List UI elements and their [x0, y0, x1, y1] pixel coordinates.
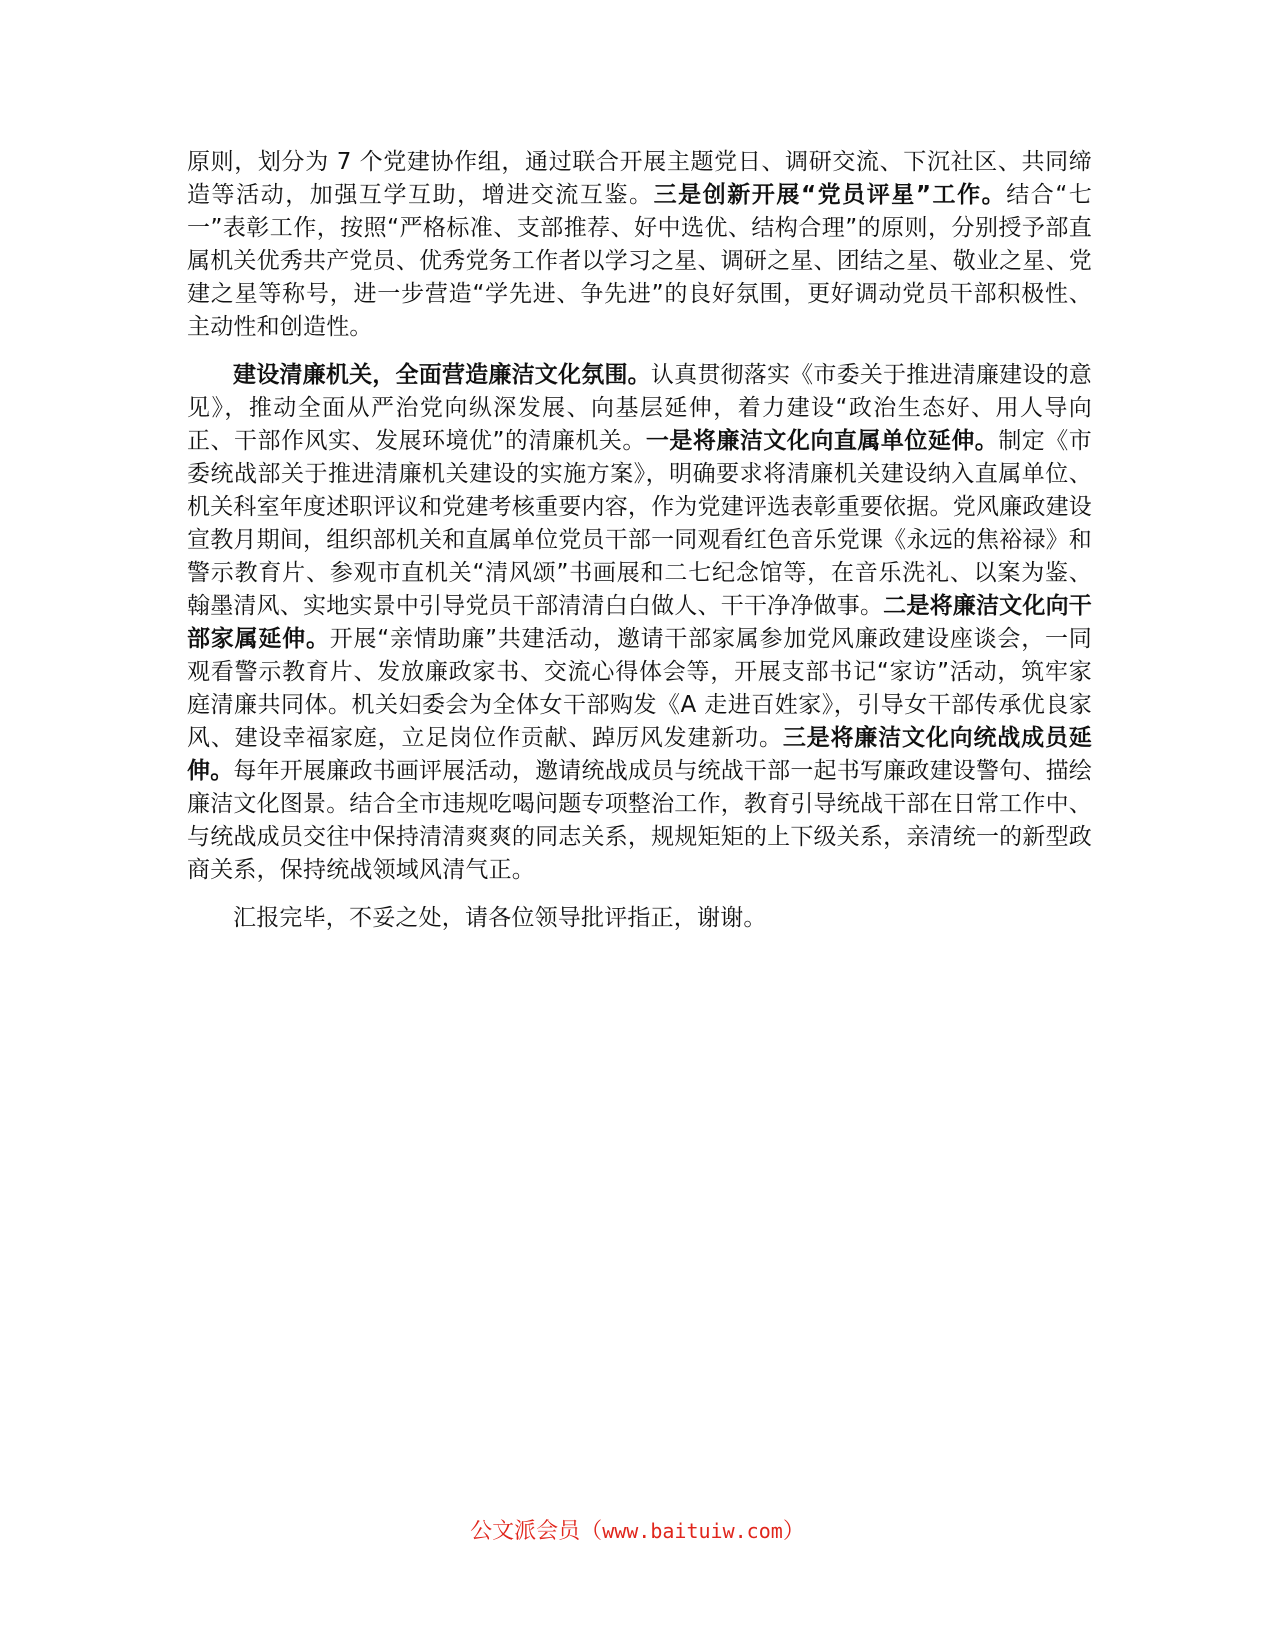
footer-watermark: [0, 1516, 1275, 1547]
footer-close-paren: ）: [782, 1519, 805, 1544]
paragraph-heading-bold: 三是将廉洁文化向统战成员延伸。: [187, 725, 1092, 784]
paragraph-text: 原则，划分为 7 个党建协作组，通过联合开展主题党日、调研交流、下沉社区、共同缔造等活动，加强互学互助，增进交流互鉴。: [187, 149, 1092, 208]
paragraph-heading-bold: 二是将廉洁文化向干部家属延伸。: [187, 593, 1092, 652]
paragraph-text: 开展“亲情助廉”共建活动，邀请干部家属参加党风廉政建设座谈会，一同观看警示教育片、发放廉政家书、交流心得体会等，开展支部书记“家访”活动，筑牢家庭清廉共同体。机关妇委会为全体女干部购发《A 走进百姓家》，引导女干部传承优良家风、建设幸福家庭，立足岗位作贡献、踔厉风发建新功。: [187, 626, 1092, 751]
paragraph-text: 每年开展廉政书画评展活动，邀请统战成员与统战干部一起书写廉政建设警句、描绘廉洁文化图景。结合全市违规吃喝问题专项整治工作，教育引导统战干部在日常工作中、与统战成员交往中保持清清爽爽的同志关系，规规矩矩的上下级关系，亲清统一的新型政商关系，保持统战领域风清气正。: [187, 758, 1092, 883]
footer-url-link[interactable]: www.baituiw.com: [602, 1519, 783, 1543]
footer-open-paren: （: [580, 1519, 603, 1544]
paragraph-text: 汇报完毕，不妥之处，请各位领导批评指正，谢谢。: [233, 905, 767, 931]
paragraph-heading-bold: 三是创新开展“党员评星”工作。: [653, 182, 1007, 208]
paragraph-closing: [187, 902, 1092, 935]
paragraph-text: 认真贯彻落实《市委关于推进清廉建设的意见》，推动全面从严治党向纵深发展、向基层延伸，着力建设“政治生态好、用人导向正、干部作风实、发展环境优”的清廉机关。: [187, 362, 1092, 454]
footer-brand: 公文派会员: [470, 1519, 581, 1544]
paragraph-clean-government: [187, 359, 1092, 887]
paragraph-heading-bold: 建设清廉机关，全面营造廉洁文化氛围。: [233, 362, 651, 388]
paragraph-text: 结合“七一”表彰工作，按照“严格标准、支部推荐、好中选优、结构合理”的原则，分别授予部直属机关优秀共产党员、优秀党务工作者以学习之星、调研之星、团结之星、敬业之星、党建之星等称号，进一步营造“学先进、争先进”的良好氛围，更好调动党员干部积极性、主动性和创造性。: [187, 182, 1093, 340]
paragraph-text: 制定《市委统战部关于推进清廉机关建设的实施方案》，明确要求将清廉机关建设纳入直属单位、机关科室年度述职评议和党建考核重要内容，作为党建评选表彰重要依据。党风廉政建设宣教月期间，组织部机关和直属单位党员干部一同观看红色音乐党课《永远的焦裕禄》和警示教育片、参观市直机关“清风颂”书画展和二七纪念馆等，在音乐洗礼、以案为鉴、翰墨清风、实地实景中引导党员干部清清白白做人、干干净净做事。: [187, 428, 1093, 619]
document-body: [187, 146, 1092, 935]
paragraph-party-collaboration: [187, 146, 1092, 344]
paragraph-heading-bold: 一是将廉洁文化向直属单位延伸。: [645, 428, 999, 454]
